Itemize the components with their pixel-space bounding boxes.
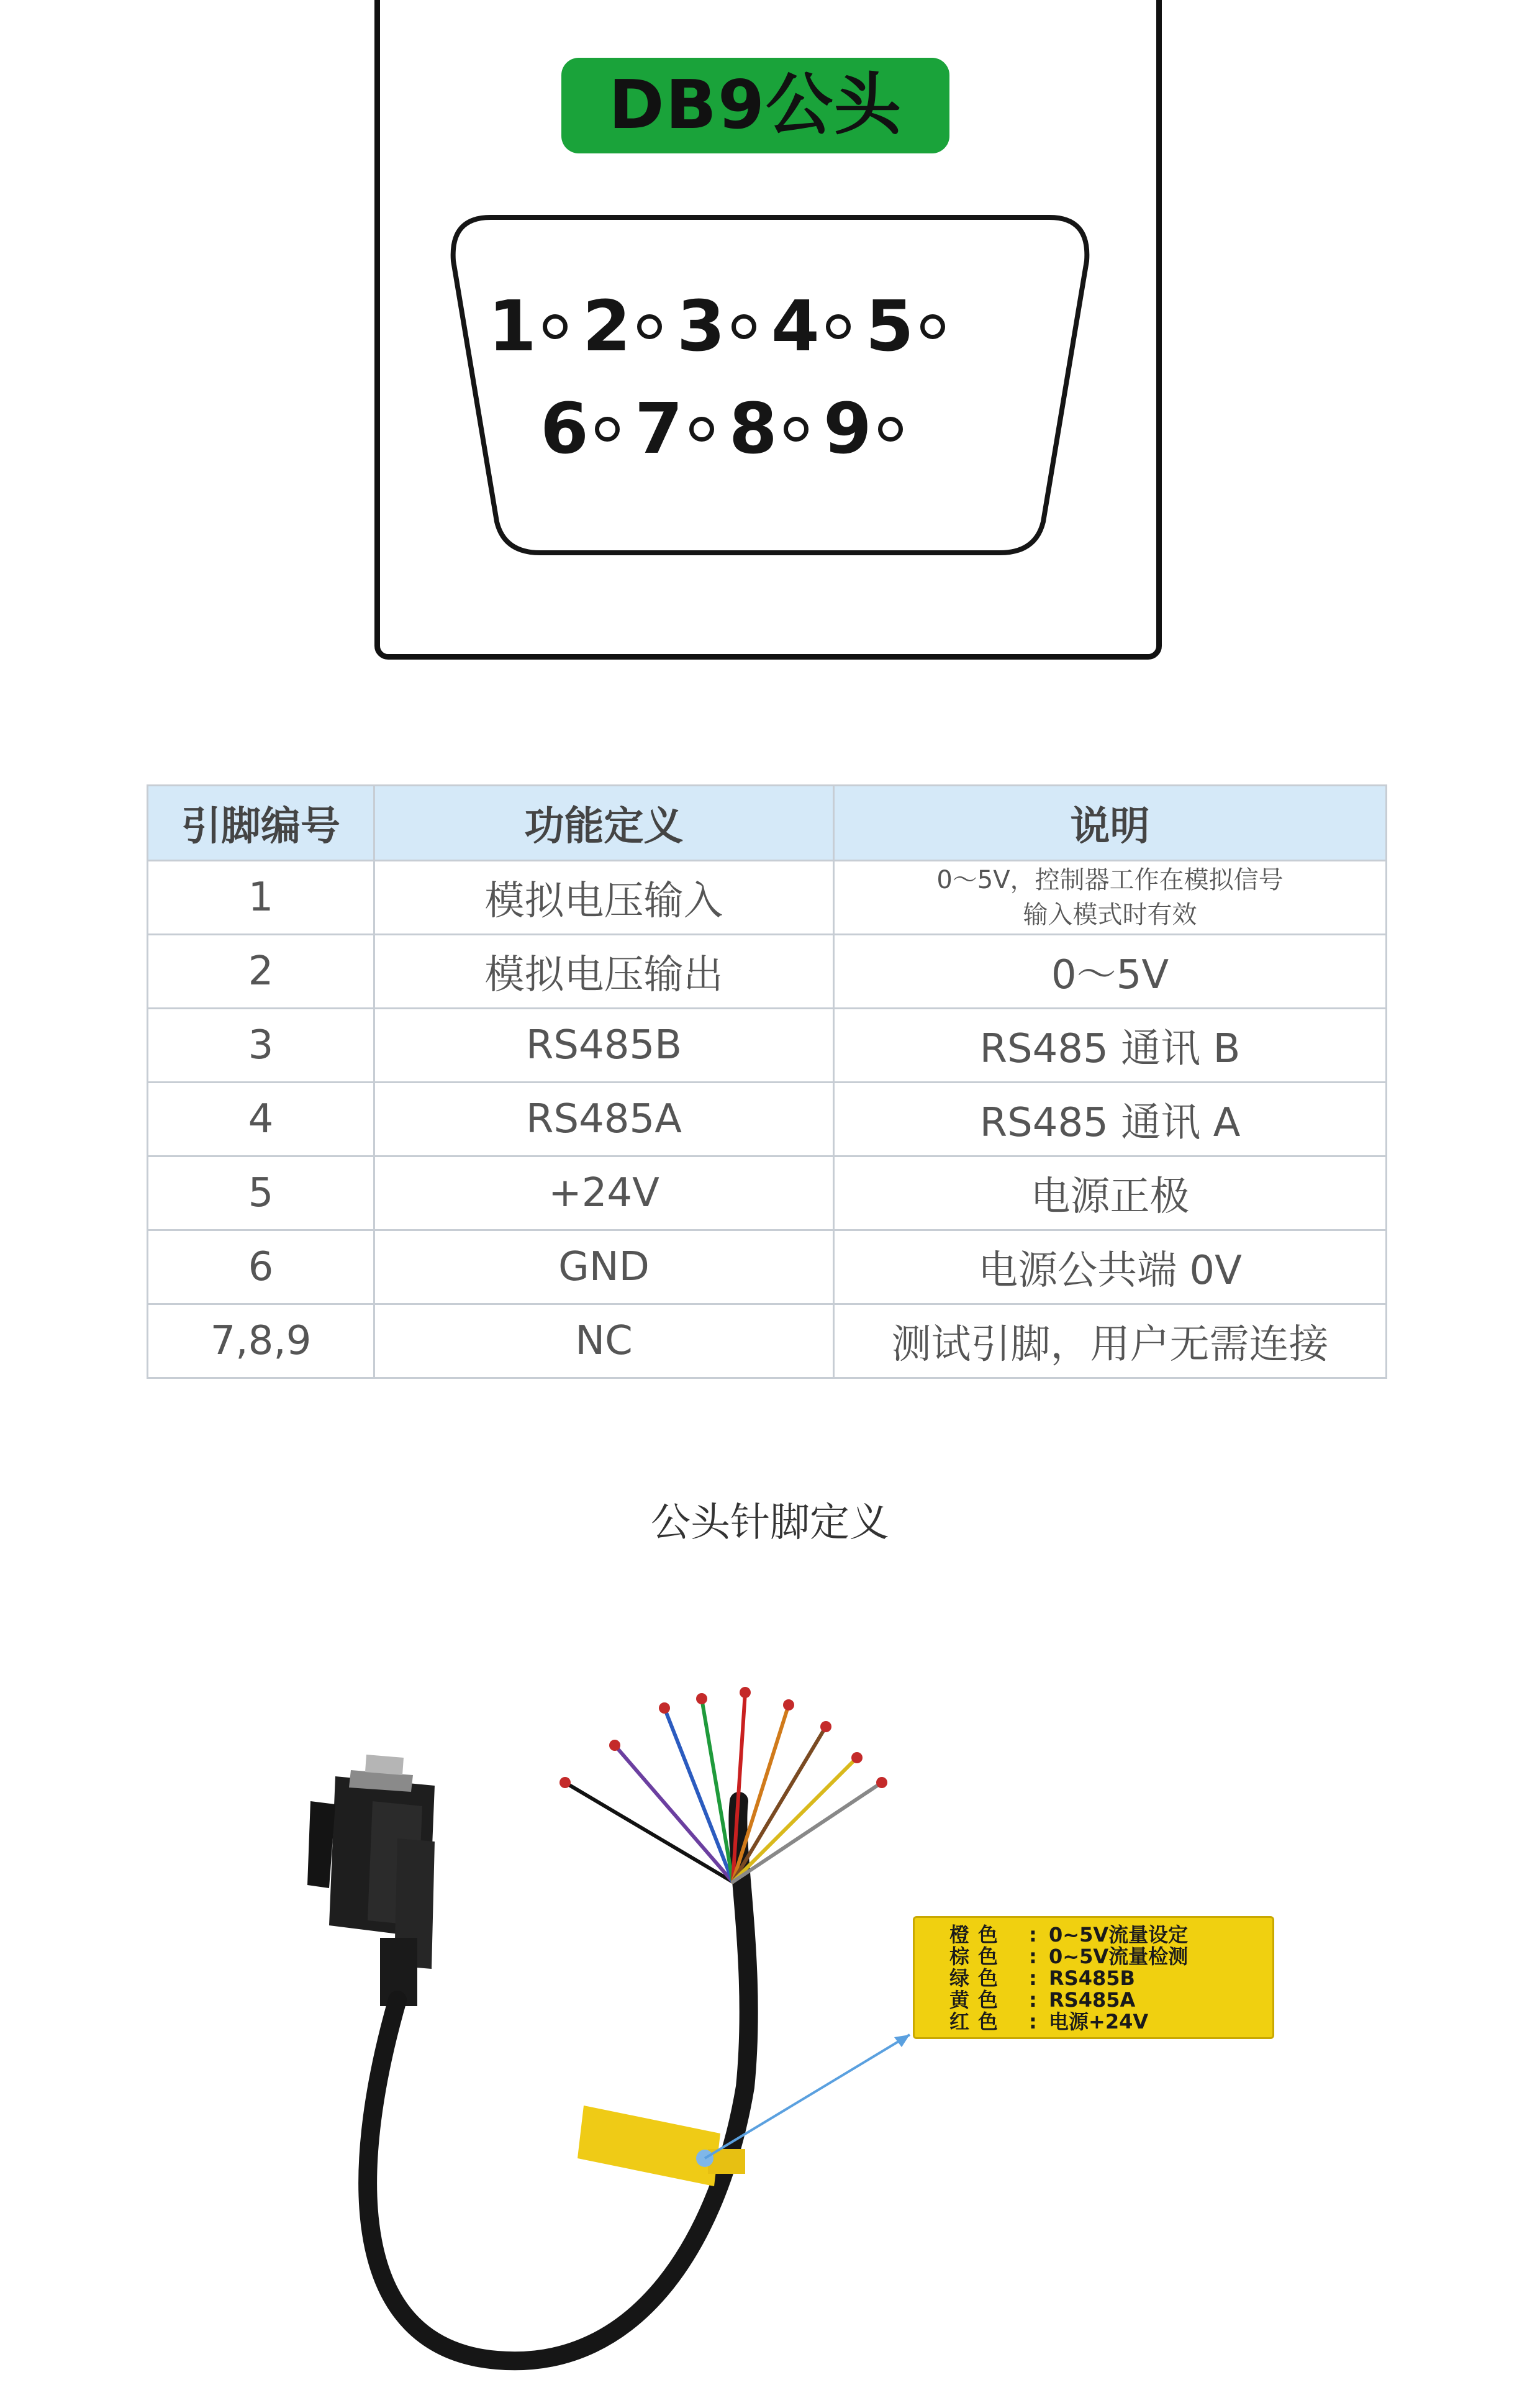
- figure-caption: 公头针脚定义: [651, 1500, 889, 1546]
- pin-number: 2: [582, 286, 631, 367]
- pin-7: [634, 389, 714, 470]
- cell-pin: 1: [148, 861, 374, 935]
- cell-pin: 5: [148, 1156, 374, 1230]
- pin-hole-icon: [878, 417, 903, 442]
- pin-number: 1: [488, 286, 537, 367]
- legend-colon: :: [1029, 1988, 1037, 2012]
- cell-function: 模拟电压输出: [374, 935, 834, 1009]
- pin-2: [582, 286, 662, 367]
- cell-function: RS485B: [374, 1009, 834, 1083]
- legend-meaning: 0~5V流量设定: [1049, 1923, 1189, 1947]
- pin-hole-icon: [920, 314, 945, 339]
- pin-hole-icon: [543, 314, 568, 339]
- pin-1: [488, 286, 568, 367]
- header-pin-number: 引脚编号: [148, 786, 374, 861]
- table-row: [148, 1156, 1387, 1230]
- db9-cable-illustration: [0, 1615, 1540, 2385]
- cell-function: 模拟电压输入: [374, 861, 834, 935]
- cell-description: 0～5V: [834, 935, 1387, 1009]
- pin-hole-icon: [595, 417, 620, 442]
- cell-description: [834, 861, 1387, 935]
- pin-5: [865, 286, 945, 367]
- pin-9: [823, 389, 903, 470]
- pin-number: 8: [728, 389, 777, 470]
- pin-number: 4: [771, 286, 820, 367]
- legend-meaning: 0~5V流量检测: [1049, 1945, 1189, 1968]
- cell-function: NC: [374, 1304, 834, 1378]
- legend-color: 黄色: [949, 1988, 1007, 2012]
- description-line: 0～5V，控制器工作在模拟信号: [936, 866, 1284, 894]
- legend-entry: [949, 1989, 1272, 2011]
- cell-function: GND: [374, 1230, 834, 1304]
- pin-row-top: [488, 286, 960, 367]
- legend-colon: :: [1029, 2010, 1037, 2033]
- cell-description: 电源公共端 0V: [834, 1230, 1387, 1304]
- pin-number: 5: [865, 286, 914, 367]
- table-row: [148, 861, 1387, 935]
- legend-color: 棕色: [949, 1945, 1007, 1968]
- pin-hole-icon: [826, 314, 851, 339]
- header-function: 功能定义: [374, 786, 834, 861]
- cell-description: 测试引脚，用户无需连接: [834, 1304, 1387, 1378]
- description-line: 输入模式时有效: [1023, 901, 1197, 929]
- cell-description: RS485 通讯 A: [834, 1083, 1387, 1156]
- header-description: 说明: [834, 786, 1387, 861]
- cell-function: +24V: [374, 1156, 834, 1230]
- table-header-row: [148, 786, 1387, 861]
- legend-entry: [949, 1924, 1272, 1946]
- table-row: [148, 935, 1387, 1009]
- legend-meaning: 电源+24V: [1049, 2010, 1149, 2033]
- cell-description: 电源正极: [834, 1156, 1387, 1230]
- legend-meaning: RS485A: [1049, 1988, 1136, 2012]
- pin-number: 9: [823, 389, 872, 470]
- pin-8: [728, 389, 808, 470]
- wire-color-legend: [913, 1916, 1274, 2039]
- pin-4: [771, 286, 851, 367]
- pin-number: 6: [540, 389, 589, 470]
- legend-color: 橙色: [949, 1923, 1007, 1947]
- cell-description: RS485 通讯 B: [834, 1009, 1387, 1083]
- table-row: [148, 1009, 1387, 1083]
- db9-shell-outline: [435, 205, 1105, 571]
- table-row: [148, 1230, 1387, 1304]
- cell-pin: 2: [148, 935, 374, 1009]
- legend-colon: :: [1029, 1923, 1037, 1947]
- pin-number: 3: [676, 286, 725, 367]
- legend-meaning: RS485B: [1049, 1966, 1135, 1990]
- pin-3: [676, 286, 756, 367]
- legend-color: 绿色: [949, 1966, 1007, 1990]
- cell-function: RS485A: [374, 1083, 834, 1156]
- legend-entry: [949, 2011, 1272, 2033]
- pin-number: 7: [634, 389, 683, 470]
- pin-hole-icon: [732, 314, 756, 339]
- cell-pin: 4: [148, 1083, 374, 1156]
- pin-hole-icon: [784, 417, 808, 442]
- pin-6: [540, 389, 620, 470]
- table-row: [148, 1083, 1387, 1156]
- legend-entry: [949, 1946, 1272, 1968]
- legend-colon: :: [1029, 1945, 1037, 1968]
- table-row: [148, 1304, 1387, 1378]
- cell-pin: 3: [148, 1009, 374, 1083]
- cell-pin: 6: [148, 1230, 374, 1304]
- pin-hole-icon: [689, 417, 714, 442]
- cell-pin: 7,8,9: [148, 1304, 374, 1378]
- legend-color: 红色: [949, 2010, 1007, 2033]
- connector-title: DB9公头: [561, 58, 949, 153]
- legend-colon: :: [1029, 1966, 1037, 1990]
- pin-hole-icon: [637, 314, 662, 339]
- pin-row-bottom: [540, 389, 918, 470]
- legend-entry: [949, 1968, 1272, 1989]
- pin-definition-table: [147, 784, 1387, 1379]
- db9-connector-icon: [307, 1755, 435, 2006]
